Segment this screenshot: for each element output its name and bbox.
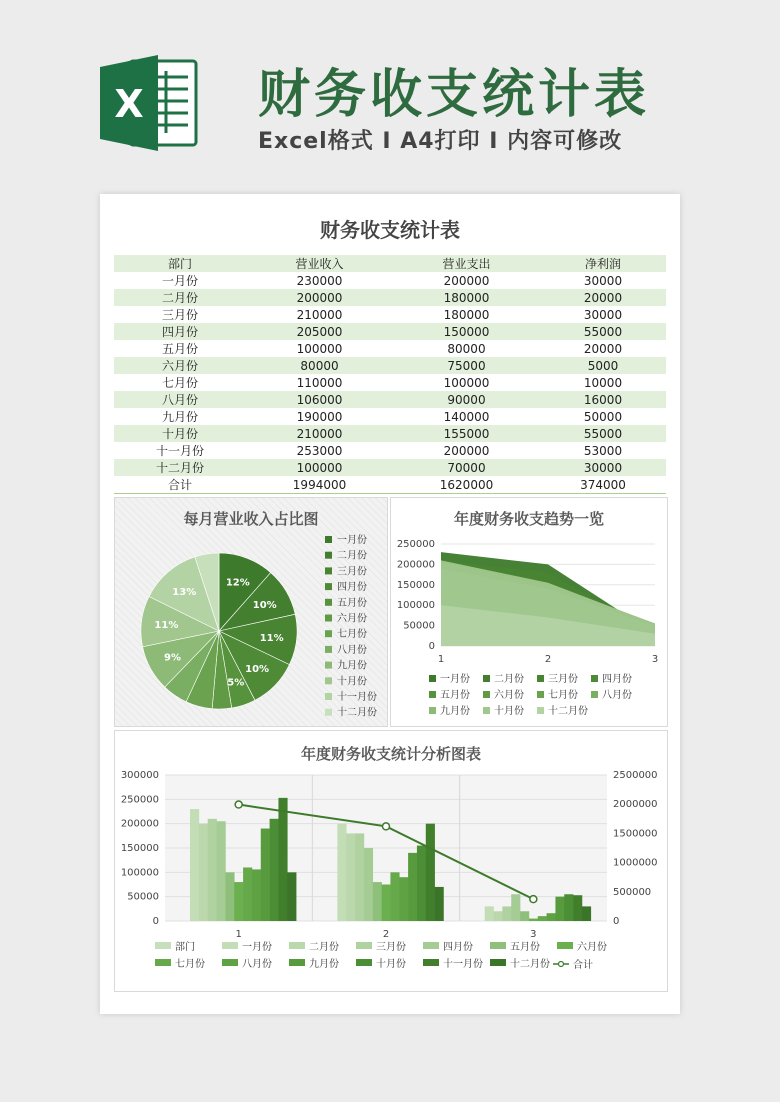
bar	[502, 906, 511, 921]
x-tick-label: 3	[651, 654, 659, 665]
sheet-title: 财务收支统计表	[320, 218, 460, 242]
legend-swatch	[325, 693, 332, 700]
bar	[346, 833, 355, 921]
legend-label: 五月份	[510, 942, 540, 953]
legend-marker	[559, 962, 564, 967]
table-cell: 55000	[540, 323, 666, 340]
bar	[547, 913, 556, 921]
legend-swatch	[155, 942, 171, 949]
bar	[355, 833, 364, 921]
y-tick-label: 0	[428, 641, 435, 652]
table-row	[114, 425, 666, 442]
pie-slice-label: 12%	[225, 577, 250, 589]
legend-label: 十一月份	[443, 959, 483, 970]
table-cell: 部门	[114, 255, 246, 272]
page-title: 财务收支统计表	[258, 65, 651, 125]
x-tick-label: 2	[544, 654, 552, 665]
page-subtitle: Excel格式 I A4打印 I 内容可修改	[258, 129, 623, 154]
pie-slice-label: 13%	[172, 586, 197, 598]
table-cell: 200000	[393, 442, 540, 459]
pie-chart	[115, 498, 387, 726]
legend-label: 六月份	[337, 613, 367, 625]
table-row	[114, 357, 666, 374]
legend-swatch	[483, 691, 490, 698]
y2-tick-label: 2000000	[613, 799, 658, 811]
bar	[573, 895, 582, 921]
y2-tick-label: 0	[613, 916, 620, 927]
legend-swatch	[325, 567, 332, 574]
table-cell: 100000	[393, 374, 540, 391]
legend-swatch	[155, 959, 171, 966]
table-cell: 155000	[393, 425, 540, 442]
legend-label: 十月份	[337, 676, 367, 688]
y-tick-label: 150000	[120, 843, 159, 854]
table-cell: 205000	[246, 323, 393, 340]
y-tick-label: 100000	[120, 867, 159, 879]
legend-label: 四月份	[602, 674, 632, 685]
table-cell: 5000	[540, 357, 666, 374]
legend-swatch	[289, 942, 305, 949]
legend-swatch	[537, 707, 544, 714]
excel-icon	[100, 55, 200, 151]
bar	[234, 882, 243, 921]
legend-swatch	[591, 691, 598, 698]
x-tick-label: 3	[530, 929, 537, 940]
bar	[252, 869, 261, 921]
table-cell: 53000	[540, 442, 666, 459]
legend-swatch	[537, 675, 544, 682]
y-tick-label: 250000	[396, 539, 435, 550]
table-cell: 30000	[540, 272, 666, 289]
page-header	[0, 0, 780, 190]
table-cell: 100000	[246, 340, 393, 357]
legend-label: 一月份	[242, 942, 272, 953]
legend-label: 三月份	[548, 674, 578, 685]
bar	[208, 819, 217, 921]
table-cell: 253000	[246, 442, 393, 459]
legend-label: 七月份	[337, 629, 367, 641]
legend-swatch	[483, 675, 490, 682]
legend-label: 四月份	[443, 942, 473, 953]
legend-label: 四月份	[337, 582, 367, 594]
pie-slice-label: 10%	[252, 600, 277, 612]
bar	[199, 824, 208, 921]
bar	[217, 821, 226, 921]
table-cell: 50000	[540, 408, 666, 425]
table-cell: 140000	[393, 408, 540, 425]
bar	[373, 882, 382, 921]
legend-swatch	[325, 646, 332, 653]
legend-swatch	[325, 599, 332, 606]
legend-label: 七月份	[175, 959, 205, 970]
bar	[261, 829, 270, 921]
table-cell: 180000	[393, 306, 540, 323]
bar	[435, 887, 444, 921]
table-cell: 九月份	[114, 408, 246, 425]
table-row	[114, 306, 666, 323]
table-row	[114, 340, 666, 357]
table-cell: 200000	[393, 272, 540, 289]
legend-label: 九月份	[440, 706, 470, 717]
legend-label: 十二月份	[510, 959, 550, 970]
table-cell: 30000	[540, 306, 666, 323]
x-tick-label: 2	[382, 929, 390, 940]
table-row	[114, 289, 666, 306]
table-cell: 合计	[114, 476, 246, 494]
table-cell: 210000	[246, 306, 393, 323]
legend-label: 二月份	[309, 942, 339, 953]
table-cell: 200000	[246, 289, 393, 306]
legend-label: 一月份	[337, 535, 367, 546]
legend-label: 十月份	[376, 959, 406, 970]
table-cell: 150000	[393, 323, 540, 340]
table-cell: 110000	[246, 374, 393, 391]
bar	[538, 916, 547, 921]
pie-slice-label: 11%	[259, 633, 284, 645]
legend-swatch	[222, 942, 238, 949]
legend-swatch	[429, 691, 436, 698]
pie-slice-label: 10%	[245, 663, 270, 675]
excel-icon-letter: X	[114, 82, 144, 126]
x-tick-label: 1	[235, 929, 242, 940]
table-total-row	[114, 476, 666, 494]
table-row	[114, 272, 666, 289]
legend-label: 三月份	[337, 566, 367, 578]
legend-swatch	[289, 959, 305, 966]
y-tick-label: 50000	[403, 620, 435, 632]
legend-swatch	[325, 709, 332, 716]
legend-label: 八月份	[337, 644, 367, 656]
y-tick-label: 250000	[120, 794, 159, 806]
table-cell: 90000	[393, 391, 540, 408]
legend-label: 十月份	[494, 706, 524, 717]
pie-slice-label: 9%	[164, 652, 182, 664]
table-cell: 十二月份	[114, 459, 246, 476]
y-tick-label: 300000	[120, 770, 159, 781]
table-cell: 六月份	[114, 357, 246, 374]
bar	[520, 911, 529, 921]
table-cell: 五月份	[114, 340, 246, 357]
bar	[287, 872, 296, 921]
table-cell: 190000	[246, 408, 393, 425]
table-cell: 四月份	[114, 323, 246, 340]
area-chart	[391, 498, 667, 726]
bar	[408, 853, 417, 921]
table-cell: 七月份	[114, 374, 246, 391]
legend-label: 六月份	[577, 942, 607, 953]
x-tick-label: 1	[437, 654, 445, 665]
bar	[417, 846, 426, 921]
legend-label: 五月份	[337, 597, 367, 609]
table-cell: 营业收入	[246, 255, 393, 272]
bar	[190, 809, 199, 921]
legend-label: 合计	[573, 960, 593, 971]
table-cell: 1620000	[393, 476, 540, 494]
legend-swatch	[325, 552, 332, 559]
pie-slice-label: 5%	[227, 677, 245, 689]
legend-swatch	[483, 707, 490, 714]
table-cell: 一月份	[114, 272, 246, 289]
table-cell: 营业支出	[393, 255, 540, 272]
table-cell: 210000	[246, 425, 393, 442]
legend-swatch	[537, 691, 544, 698]
bar	[494, 911, 503, 921]
table-cell: 十一月份	[114, 442, 246, 459]
legend-swatch	[356, 959, 372, 966]
y-tick-label: 150000	[396, 579, 435, 591]
legend-label: 八月份	[602, 690, 632, 701]
legend-label: 十一月份	[337, 692, 377, 703]
total-line-point	[235, 801, 242, 808]
legend-swatch	[325, 615, 332, 622]
table-cell: 374000	[540, 476, 666, 494]
table-cell: 十月份	[114, 425, 246, 442]
legend-label: 十二月份	[548, 706, 588, 717]
legend-swatch	[591, 675, 598, 682]
bar	[337, 824, 346, 921]
table-cell: 70000	[393, 459, 540, 476]
table-cell: 180000	[393, 289, 540, 306]
table-row	[114, 408, 666, 425]
spreadsheet-sheet	[100, 194, 680, 1014]
y-tick-label: 0	[152, 916, 159, 927]
table-cell: 10000	[540, 374, 666, 391]
bar	[382, 885, 391, 922]
pie-chart-panel	[114, 497, 388, 727]
bar	[511, 894, 520, 921]
legend-label: 三月份	[376, 942, 406, 953]
legend-swatch	[423, 959, 439, 966]
legend-swatch	[429, 707, 436, 714]
finance-table	[114, 255, 666, 494]
bar	[564, 894, 573, 921]
bar-chart	[115, 731, 667, 991]
bar	[278, 798, 287, 921]
legend-label: 一月份	[440, 674, 470, 685]
legend-label: 二月份	[494, 674, 524, 685]
legend-swatch	[429, 675, 436, 682]
table-cell: 三月份	[114, 306, 246, 323]
legend-label: 九月份	[309, 959, 339, 970]
table-cell: 80000	[246, 357, 393, 374]
y2-tick-label: 500000	[613, 886, 652, 898]
table-cell: 二月份	[114, 289, 246, 306]
legend-swatch	[356, 942, 372, 949]
bar	[485, 906, 494, 921]
bar	[225, 872, 234, 921]
bar	[555, 897, 564, 921]
bar-chart-title: 年度财务收支统计分析图表	[300, 745, 481, 763]
bar	[364, 848, 373, 921]
table-cell: 80000	[393, 340, 540, 357]
y-tick-label: 200000	[120, 818, 159, 830]
table-cell: 16000	[540, 391, 666, 408]
table-cell: 55000	[540, 425, 666, 442]
legend-swatch	[325, 630, 332, 637]
y-tick-label: 100000	[396, 600, 435, 612]
table-cell: 230000	[246, 272, 393, 289]
table-cell: 30000	[540, 459, 666, 476]
bar	[529, 919, 538, 921]
legend-label: 二月份	[337, 550, 367, 562]
table-cell: 106000	[246, 391, 393, 408]
table-cell: 八月份	[114, 391, 246, 408]
legend-label: 五月份	[440, 690, 470, 701]
table-row	[114, 442, 666, 459]
legend-swatch	[423, 942, 439, 949]
pie-chart-title: 每月营业收入占比图	[183, 510, 319, 528]
table-cell: 净利润	[540, 255, 666, 272]
legend-swatch	[325, 662, 332, 669]
bar	[399, 877, 408, 921]
bar	[582, 906, 591, 921]
bar	[426, 824, 435, 921]
total-line-point	[383, 823, 390, 830]
area-chart-panel	[390, 497, 668, 727]
legend-swatch	[325, 536, 332, 543]
area-chart-title: 年度财务收支趋势一览	[453, 510, 604, 528]
legend-label: 八月份	[242, 959, 272, 970]
legend-swatch	[490, 942, 506, 949]
legend-label: 六月份	[494, 690, 524, 701]
total-line-point	[530, 896, 537, 903]
table-cell: 20000	[540, 340, 666, 357]
legend-label: 部门	[175, 942, 195, 953]
y-tick-label: 50000	[127, 891, 159, 903]
table-row	[114, 323, 666, 340]
bar	[270, 819, 279, 921]
legend-swatch	[557, 942, 573, 949]
table-cell: 20000	[540, 289, 666, 306]
pie-slice-label: 11%	[154, 620, 179, 632]
y2-tick-label: 1500000	[613, 828, 658, 840]
legend-swatch	[490, 959, 506, 966]
legend-label: 九月份	[337, 660, 367, 672]
legend-label: 十二月份	[337, 707, 377, 719]
y2-tick-label: 2500000	[613, 770, 658, 781]
table-row	[114, 374, 666, 391]
legend-swatch	[325, 677, 332, 684]
bar-chart-panel	[114, 730, 668, 992]
table-header-row	[114, 255, 666, 272]
table-row	[114, 459, 666, 476]
legend-swatch	[222, 959, 238, 966]
bar	[390, 872, 399, 921]
table-cell: 75000	[393, 357, 540, 374]
legend-swatch	[325, 583, 332, 590]
legend-label: 七月份	[548, 690, 578, 701]
table-row	[114, 391, 666, 408]
bar	[243, 867, 252, 921]
y2-tick-label: 1000000	[613, 857, 658, 869]
y-tick-label: 200000	[396, 559, 435, 571]
table-cell: 100000	[246, 459, 393, 476]
table-cell: 1994000	[246, 476, 393, 494]
